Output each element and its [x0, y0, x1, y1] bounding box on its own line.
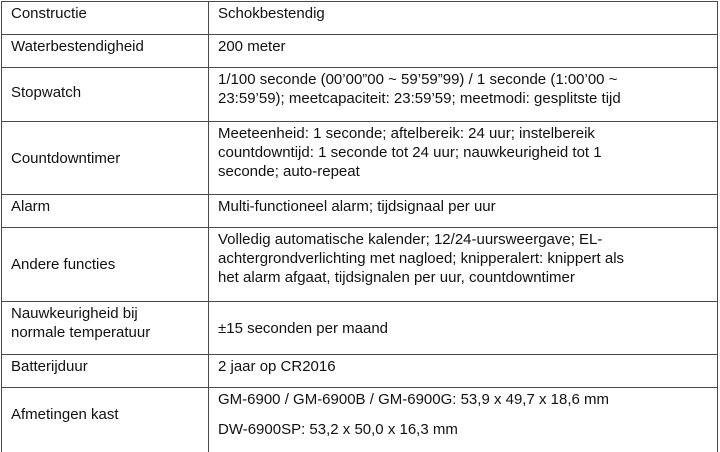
- value-line: achtergrondverlichting met nagloed; knipperalert: knippert als: [218, 249, 711, 268]
- row-label: Countdowntimer: [2, 149, 208, 168]
- table-row: [2, 122, 718, 195]
- row-label: Alarm: [2, 195, 208, 216]
- row-label-cell: [2, 2, 209, 35]
- row-value-cell: [209, 35, 718, 68]
- specifications-table: [1, 1, 718, 452]
- row-label: Afmetingen kast: [2, 388, 208, 424]
- table-row: [2, 195, 718, 228]
- row-value: ±15 seconden per maand: [209, 319, 717, 338]
- row-label-cell: [2, 355, 209, 388]
- table-row: [2, 228, 718, 302]
- row-value-cell: [209, 388, 718, 452]
- row-label: Batterijduur: [2, 355, 208, 376]
- table-row: [2, 2, 718, 35]
- row-value-cell: [209, 2, 718, 35]
- row-label-cell: [2, 302, 209, 355]
- row-label-cell: [2, 122, 209, 195]
- value-line: Meeteenheid: 1 seconde; aftelbereik: 24 uur; instelbereik: [218, 124, 711, 143]
- row-label: Waterbestendigheid: [2, 35, 208, 56]
- row-value-cell: [209, 302, 718, 355]
- value-line: countdowntijd: 1 seconde tot 24 uur; nauwkeurigheid tot 1: [218, 143, 711, 162]
- row-label: Andere functies: [2, 255, 208, 274]
- row-value-cell: [209, 355, 718, 388]
- value-line: GM-6900 / GM-6900B / GM-6900G: 53,9 x 49,7 x 18,6 mm: [218, 390, 711, 409]
- row-value: 200 meter: [209, 35, 717, 56]
- row-value-cell: [209, 195, 718, 228]
- row-value: Multi-functioneel alarm; tijdsignaal per uur: [209, 195, 717, 216]
- row-value: [209, 122, 717, 181]
- value-line: Volledig automatische kalender; 12/24-uursweergave; EL-: [218, 230, 711, 249]
- row-value-cell: [209, 228, 718, 302]
- row-value: 2 jaar op CR2016: [209, 355, 717, 376]
- table-row: [2, 388, 718, 452]
- row-label: Constructie: [2, 2, 208, 23]
- row-label: Stopwatch: [2, 83, 208, 106]
- row-label-cell: [2, 35, 209, 68]
- table-row: [2, 35, 718, 68]
- row-label-cell: [2, 195, 209, 228]
- row-value-cell: [209, 68, 718, 122]
- row-value: Schokbestendig: [209, 2, 717, 23]
- row-label-cell: [2, 68, 209, 122]
- table-row: [2, 68, 718, 122]
- row-label: [2, 302, 208, 342]
- row-label-cell: [2, 388, 209, 452]
- label-line: normale temperatuur: [11, 323, 202, 342]
- table-row: [2, 355, 718, 388]
- table-row: [2, 302, 718, 355]
- value-line: DW-6900SP: 53,2 x 50,0 x 16,3 mm: [218, 420, 711, 439]
- value-line: seconde; auto-repeat: [218, 162, 711, 181]
- row-value-cell: [209, 122, 718, 195]
- row-label-cell: [2, 228, 209, 302]
- value-line: 1/100 seconde (00’00”00 ~ 59’59”99) / 1 seconde (1:00’00 ~: [218, 70, 711, 89]
- value-line: 23:59’59); meetcapaciteit: 23:59’59; meetmodi: gesplitste tijd: [218, 89, 711, 108]
- row-value: [209, 388, 717, 439]
- label-line: Nauwkeurigheid bij: [11, 304, 202, 323]
- value-line: het alarm afgaat, tijdsignalen per uur, countdowntimer: [218, 268, 711, 287]
- row-value: [209, 68, 717, 108]
- row-value: [209, 228, 717, 287]
